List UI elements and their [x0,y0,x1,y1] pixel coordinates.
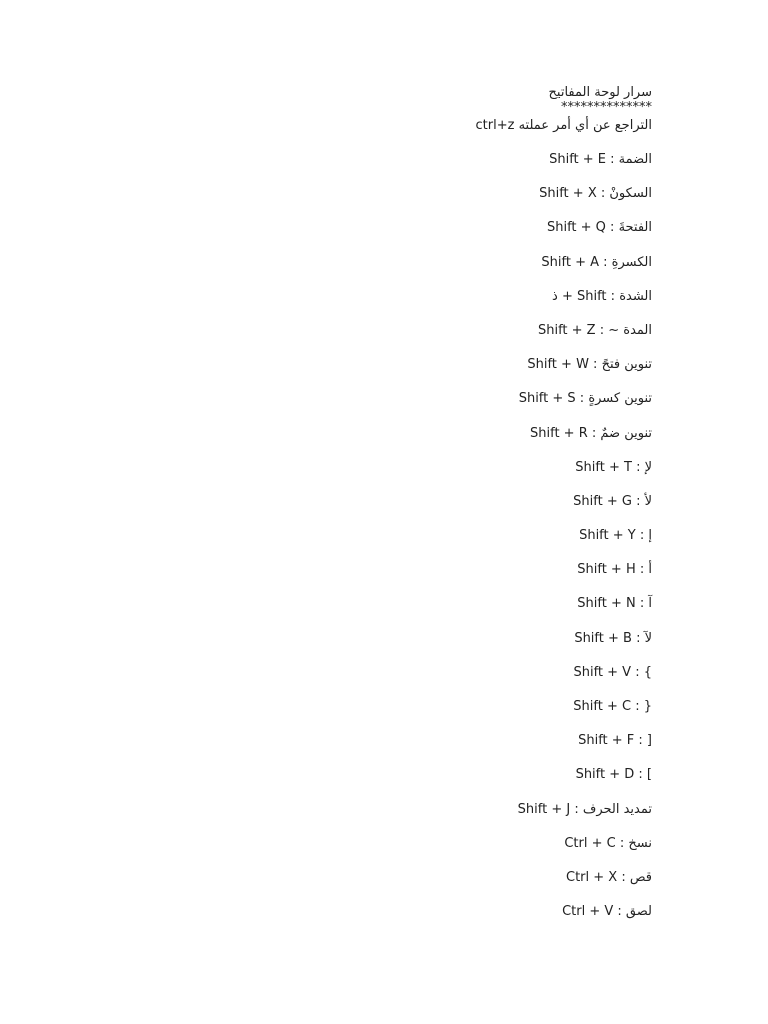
shortcut-line-ctrl-c: نسخ : Ctrl + C [564,835,652,851]
shortcut-line-shift-e: الضمة : Shift + E [549,152,652,167]
shortcut-line-shift-a: الكسرةِ : Shift + A [541,254,652,270]
shortcut-line-shift-b: لآ : Shift + B [574,630,652,646]
shortcut-line-shift-h: أ : Shift + H [577,562,652,578]
shortcut-line-shift-s: تنوين كسرةٍ : Shift + S [518,391,652,407]
shortcut-line-shift-q: الفتحةَ : Shift + Q [546,220,652,236]
shortcut-line-shift-f: [ : Shift + F [578,733,652,749]
shortcut-line-shift-n: آ : Shift + N [577,596,652,612]
shortcut-line-shift-d: ] : Shift + D [575,767,652,783]
stars-divider: ************** [561,100,652,115]
document-title: سرار لوحة المفاتيح [548,85,652,100]
shortcut-line-shift-w: تنوين فتحً : Shift + W [527,357,652,373]
shortcut-line-shift-x: السكونْ : Shift + X [539,186,652,202]
shortcut-line-shift-r: تنوين ضمٌ : Shift + R [530,425,652,441]
shortcut-line-shift-v: } : Shift + V [573,664,652,680]
shortcut-line-shift-t: لإ : Shift + T [575,459,652,475]
shortcut-line-ctrl-v: لصق : Ctrl + V [562,904,652,920]
shortcut-line-ctrl-x: قص : Ctrl + X [566,869,652,885]
shortcut-line-shift-thal: الشدة : Shift + ذ [552,288,652,304]
shortcut-line-shift-y: إ : Shift + Y [579,528,652,544]
shortcut-line-shift-j: تمديد الحرف : Shift + J [517,801,652,817]
shortcut-line-shift-c: { : Shift + C [573,699,652,714]
document-body [92,84,652,936]
undo-line: التراجع عن أي أمر عملته ctrl+z [475,118,652,133]
shortcut-line-shift-g: لأ : Shift + G [573,493,652,509]
shortcut-line-shift-z: المدة ~ : Shift + Z [537,322,652,338]
